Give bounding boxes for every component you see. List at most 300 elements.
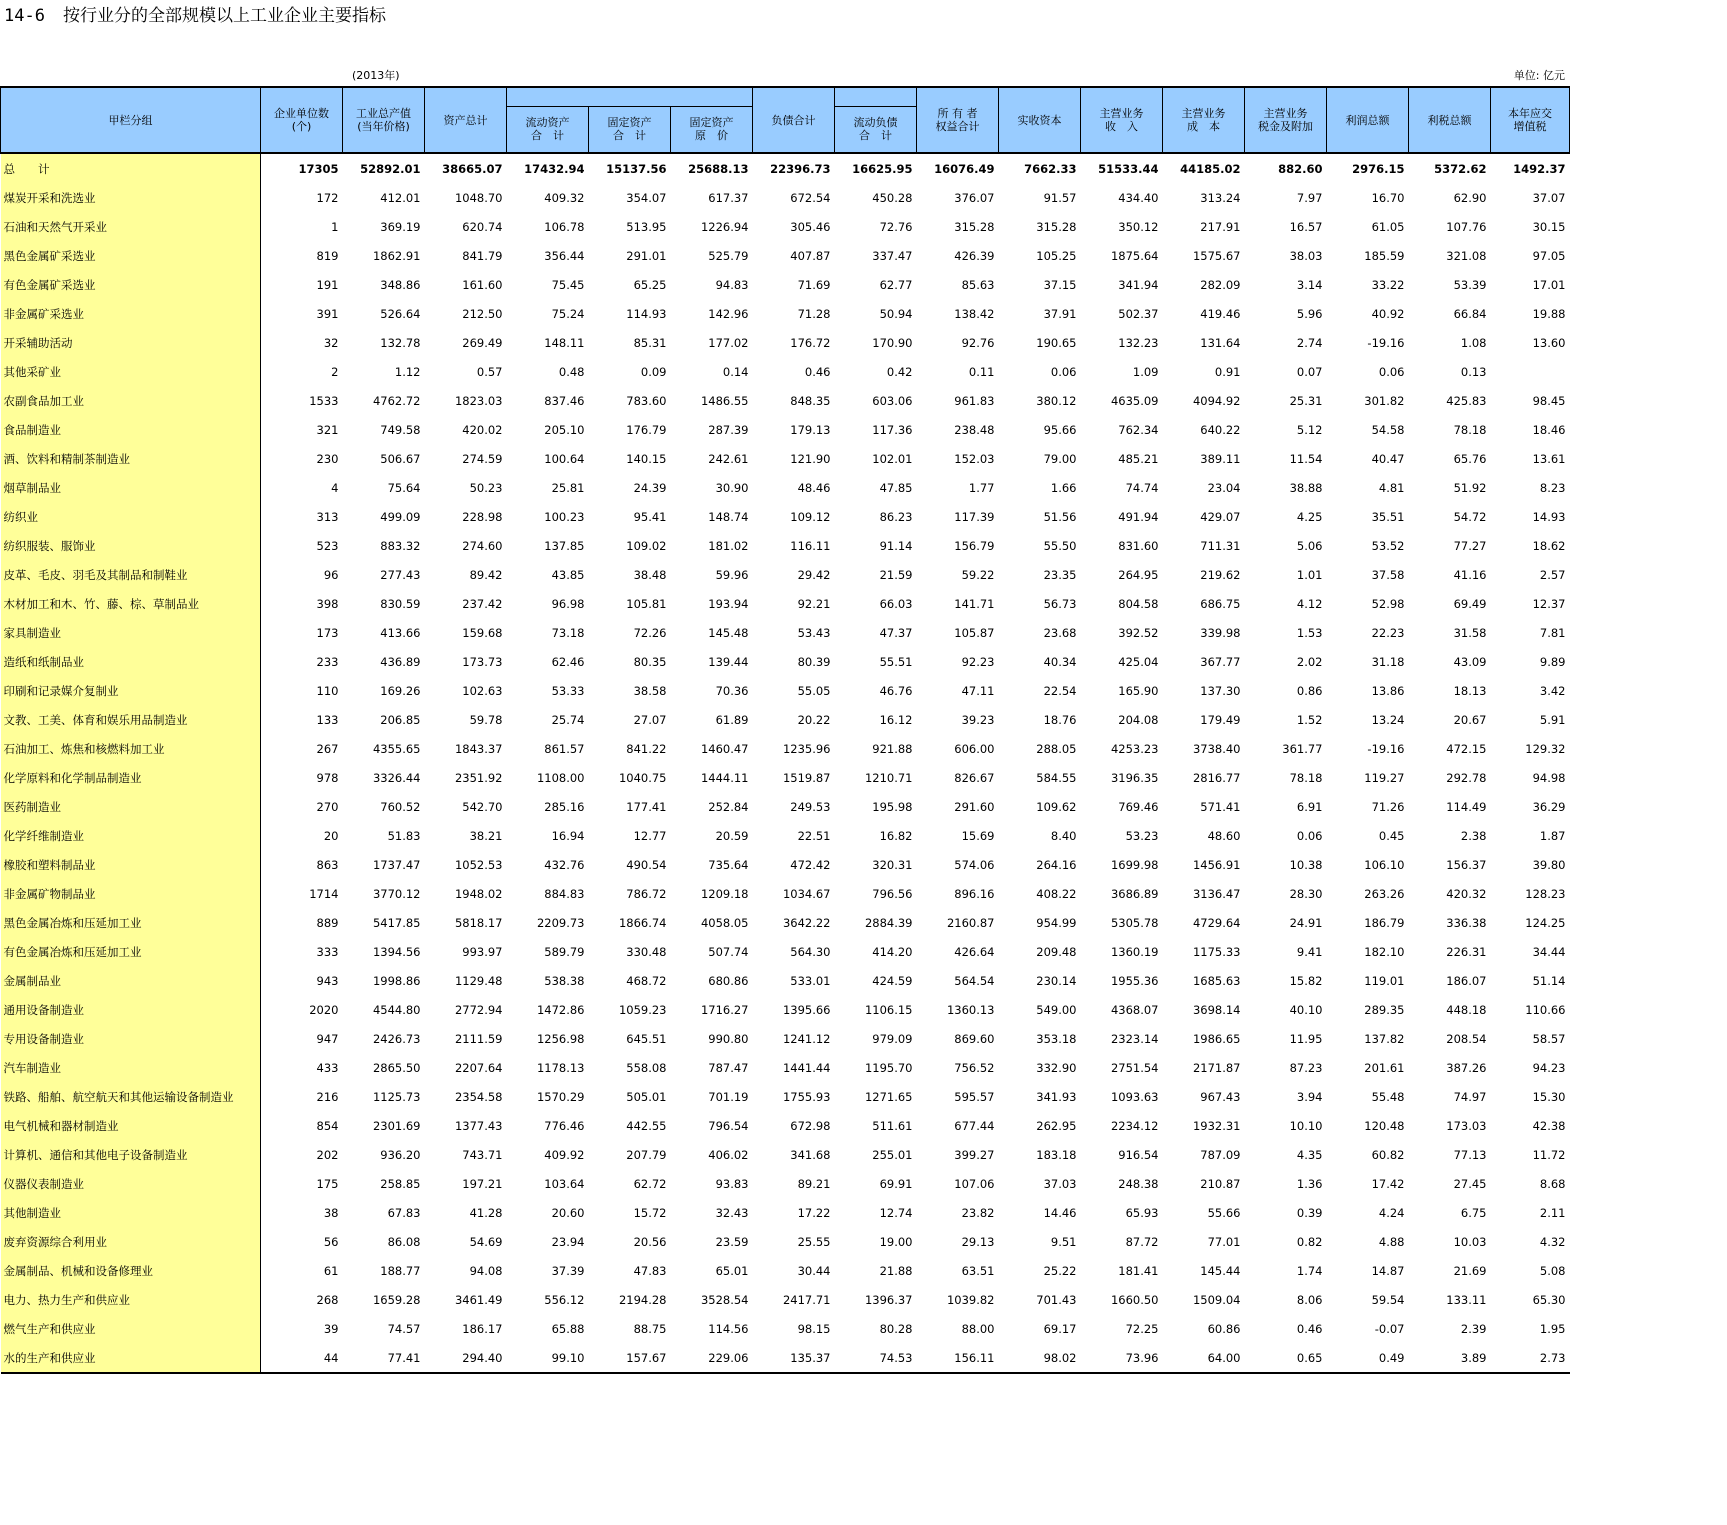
row-value-cell: 291.60 (954, 799, 995, 814)
row-value-cell: 595.57 (954, 1089, 995, 1104)
row-value-cell: 204.08 (1118, 712, 1159, 727)
row-value-cell: 1.66 (1050, 480, 1077, 495)
row-value-cell: 0.07 (1296, 364, 1323, 379)
row-value-cell: 51.14 (1532, 973, 1566, 988)
row-value-cell: 1441.44 (782, 1060, 831, 1075)
row-value-cell: 391 (316, 306, 339, 321)
row-value-cell: 1948.02 (454, 886, 503, 901)
row-value-cell: 205.10 (544, 422, 585, 437)
row-value-cell: 109.12 (790, 509, 831, 524)
row-value-cell: 87.23 (1289, 1060, 1323, 1075)
row-value-cell: 177.41 (626, 799, 667, 814)
row-value-cell: 188.77 (380, 1263, 421, 1278)
header-current-assets: 流动资产 合 计 (507, 106, 589, 153)
row-value-cell: 796.56 (872, 886, 913, 901)
row-value-cell: 85.63 (961, 277, 995, 292)
row-value-cell: 21.88 (879, 1263, 913, 1278)
table-row (1, 270, 1570, 299)
row-value-cell: 4544.80 (372, 1002, 421, 1017)
table-row (1, 1053, 1570, 1082)
row-value-cell: 17.22 (797, 1205, 831, 1220)
row-industry-name: 医药制造业 (1, 792, 261, 821)
row-value-cell: 4355.65 (372, 741, 421, 756)
row-value-cell: 105.25 (1036, 248, 1077, 263)
row-value-cell: 14.46 (1043, 1205, 1077, 1220)
row-value-cell: 861.57 (544, 741, 585, 756)
row-value-cell: 2.02 (1296, 654, 1323, 669)
row-value-cell: 4 (331, 480, 339, 495)
row-industry-name: 橡胶和塑料制品业 (1, 850, 261, 879)
row-value-cell: 332.90 (1036, 1060, 1077, 1075)
row-value-cell: 1271.65 (864, 1089, 913, 1104)
row-value-cell: 95.66 (1043, 422, 1077, 437)
table-row (1, 560, 1570, 589)
row-value-cell: 39.80 (1532, 857, 1566, 872)
row-value-cell: 74.97 (1453, 1089, 1487, 1104)
row-value-cell: 161.60 (462, 277, 503, 292)
row-value-cell: 511.61 (872, 1118, 913, 1133)
row-value-cell: 523 (316, 538, 339, 553)
row-value-cell: 1052.53 (454, 857, 503, 872)
row-value-cell: 25.22 (1043, 1263, 1077, 1278)
row-industry-name: 木材加工和木、竹、藤、棕、草制品业 (1, 589, 261, 618)
row-value-cell: 55.05 (797, 683, 831, 698)
row-value-cell: 37.07 (1532, 190, 1566, 205)
row-value-cell: 4.25 (1296, 509, 1323, 524)
header-gross-output: 工业总产值 (当年价格) (343, 87, 425, 153)
row-value-cell: 3528.54 (700, 1292, 749, 1307)
row-value-cell: 0.11 (968, 364, 995, 379)
row-value-cell: 603.06 (872, 393, 913, 408)
row-value-cell: 24.39 (633, 480, 667, 495)
row-value-cell: 96.98 (551, 596, 585, 611)
row-value-cell: 1241.12 (782, 1031, 831, 1046)
row-value-cell: 4094.92 (1192, 393, 1241, 408)
row-value-cell: 56.73 (1043, 596, 1077, 611)
row-value-cell: 264.16 (1036, 857, 1077, 872)
row-value-cell: 5.08 (1539, 1263, 1566, 1278)
row-value-cell: 680.86 (708, 973, 749, 988)
table-row (1, 1314, 1570, 1343)
table-row (1, 1256, 1570, 1285)
row-value-cell: 80.28 (879, 1321, 913, 1336)
row-industry-name: 黑色金属矿采选业 (1, 241, 261, 270)
row-value-cell: 336.38 (1446, 915, 1487, 930)
row-value-cell: 23.94 (551, 1234, 585, 1249)
row-value-cell: 119.01 (1364, 973, 1405, 988)
row-value-cell: 238.48 (954, 422, 995, 437)
row-value-cell: 201.61 (1364, 1060, 1405, 1075)
row-value-cell: 148.74 (708, 509, 749, 524)
row-value-cell: 59.22 (961, 567, 995, 582)
row-value-cell: 2207.64 (454, 1060, 503, 1075)
row-value-cell: 51.56 (1043, 509, 1077, 524)
row-value-cell: 47.83 (633, 1263, 667, 1278)
row-value-cell: 380.12 (1036, 393, 1077, 408)
row-value-cell: 186.07 (1446, 973, 1487, 988)
row-value-cell: 176.79 (626, 422, 667, 437)
row-value-cell: 51.83 (387, 828, 421, 843)
row-value-cell: 165.90 (1118, 683, 1159, 698)
row-value-cell: 14.93 (1532, 509, 1566, 524)
row-value-cell: -0.07 (1374, 1321, 1405, 1336)
row-value-cell: 0.14 (722, 364, 749, 379)
row-value-cell: 44185.02 (1180, 161, 1241, 176)
row-value-cell: 341.94 (1118, 277, 1159, 292)
row-value-cell: 38 (323, 1205, 339, 1220)
row-value-cell: 4.81 (1378, 480, 1405, 495)
row-value-cell: 1519.87 (782, 770, 831, 785)
table-title: 按行业分的全部规模以上工业企业主要指标 (62, 6, 386, 26)
row-value-cell: 321 (316, 422, 339, 437)
row-value-cell: 507.74 (708, 944, 749, 959)
row-value-cell: 89.42 (469, 567, 503, 582)
row-value-cell: 60.82 (1371, 1147, 1405, 1162)
row-value-cell: 11.54 (1289, 451, 1323, 466)
row-value-cell: 78.18 (1453, 422, 1487, 437)
row-value-cell: 3136.47 (1192, 886, 1241, 901)
row-value-cell: 361.77 (1282, 741, 1323, 756)
row-value-cell: 389.11 (1200, 451, 1241, 466)
row-value-cell: 1226.94 (700, 219, 749, 234)
row-value-cell: 98.02 (999, 1343, 1081, 1373)
row-industry-name: 煤炭开采和洗选业 (1, 183, 261, 212)
row-value-cell: 117.39 (954, 509, 995, 524)
row-value-cell: 436.89 (380, 654, 421, 669)
row-value-cell: 92.21 (797, 596, 831, 611)
row-value-cell: 206.85 (380, 712, 421, 727)
header-enterprise-count: 企业单位数 (个) (261, 87, 343, 153)
row-value-cell: 109.02 (626, 538, 667, 553)
table-row (1, 1343, 1570, 1373)
row-value-cell: 138.42 (954, 306, 995, 321)
row-value-cell: 20.56 (633, 1234, 667, 1249)
row-value-cell: 132.23 (1118, 335, 1159, 350)
row-value-cell: 25.31 (1289, 393, 1323, 408)
row-value-cell: 16625.95 (852, 161, 913, 176)
header-profit-tax: 利税总额 (1409, 87, 1491, 153)
table-row (1, 386, 1570, 415)
row-value-cell: 23.68 (1043, 625, 1077, 640)
row-value-cell: 16076.49 (934, 161, 995, 176)
table-row (1, 241, 1570, 270)
row-value-cell: 18.46 (1532, 422, 1566, 437)
row-value-cell: 8.23 (1539, 480, 1566, 495)
row-value-cell: 1093.63 (1110, 1089, 1159, 1104)
row-industry-name: 有色金属矿采选业 (1, 270, 261, 299)
row-value-cell: 47.85 (879, 480, 913, 495)
row-value-cell: 947 (316, 1031, 339, 1046)
row-value-cell: 1125.73 (372, 1089, 421, 1104)
row-value-cell: 7.81 (1539, 625, 1566, 640)
row-value-cell: 285.16 (544, 799, 585, 814)
row-industry-name: 其他制造业 (1, 1198, 261, 1227)
row-value-cell: 65.88 (551, 1321, 585, 1336)
row-value-cell: 472.15 (1446, 741, 1487, 756)
row-value-cell: 434.40 (1118, 190, 1159, 205)
row-value-cell: 289.35 (1364, 1002, 1405, 1017)
row-value-cell: 66.03 (879, 596, 913, 611)
table-number: 14-6 (4, 6, 45, 26)
row-value-cell: 2816.77 (1192, 770, 1241, 785)
row-value-cell: 1.52 (1296, 712, 1323, 727)
row-value-cell: 117.36 (872, 422, 913, 437)
row-value-cell: 2751.54 (1110, 1060, 1159, 1075)
row-value-cell: 74.53 (835, 1343, 917, 1373)
row-value-cell: 72.25 (1125, 1321, 1159, 1336)
row-value-cell: 98.15 (797, 1321, 831, 1336)
row-value-cell: 954.99 (1036, 915, 1077, 930)
row-value-cell: 564.54 (954, 973, 995, 988)
row-value-cell: 333 (316, 944, 339, 959)
row-value-cell: 50.23 (469, 480, 503, 495)
row-value-cell: 37.58 (1371, 567, 1405, 582)
table-row (1, 357, 1570, 386)
row-value-cell: 425.04 (1118, 654, 1159, 669)
row-value-cell: 169.26 (380, 683, 421, 698)
row-value-cell: 341.68 (790, 1147, 831, 1162)
row-industry-name: 总 计 (1, 153, 261, 183)
row-value-cell: 3.89 (1409, 1343, 1491, 1373)
row-value-cell: 20.67 (1453, 712, 1487, 727)
row-industry-name: 非金属矿物制品业 (1, 879, 261, 908)
row-value-cell: -19.16 (1367, 741, 1405, 756)
row-value-cell: 420.32 (1446, 886, 1487, 901)
row-value-cell: 756.52 (954, 1060, 995, 1075)
row-value-cell: 2976.15 (1352, 161, 1405, 176)
row-value-cell: 20 (323, 828, 339, 843)
row-value-cell: 80.39 (797, 654, 831, 669)
row-value-cell: 25.81 (551, 480, 585, 495)
row-value-cell: 1862.91 (372, 248, 421, 263)
row-value-cell: 1.36 (1296, 1176, 1323, 1191)
row-value-cell: 589.79 (544, 944, 585, 959)
row-value-cell: 0.39 (1296, 1205, 1323, 1220)
row-value-cell: 77.01 (1207, 1234, 1241, 1249)
row-value-cell: 409.92 (544, 1147, 585, 1162)
row-value-cell: 424.59 (872, 973, 913, 988)
row-value-cell: 139.44 (708, 654, 749, 669)
row-value-cell: 43.85 (551, 567, 585, 582)
row-value-cell: 51.92 (1453, 480, 1487, 495)
table-row (1, 966, 1570, 995)
row-value-cell: 1460.47 (700, 741, 749, 756)
row-value-cell: 4635.09 (1110, 393, 1159, 408)
row-value-cell: 776.46 (544, 1118, 585, 1133)
row-value-cell: 819 (316, 248, 339, 263)
row-value-cell: 804.58 (1118, 596, 1159, 611)
row-value-cell: 21.59 (879, 567, 913, 582)
row-value-cell: 62.77 (879, 277, 913, 292)
row-value-cell: 3698.14 (1192, 1002, 1241, 1017)
row-value-cell: 219.62 (1200, 567, 1241, 582)
row-value-cell: 38.48 (633, 567, 667, 582)
row-value-cell: 95.41 (633, 509, 667, 524)
row-value-cell: 0.91 (1214, 364, 1241, 379)
row-value-cell: 41.28 (469, 1205, 503, 1220)
row-value-cell: 854 (316, 1118, 339, 1133)
row-value-cell: 21.69 (1453, 1263, 1487, 1278)
row-value-cell: 19.00 (879, 1234, 913, 1249)
row-value-cell: 4729.64 (1192, 915, 1241, 930)
row-value-cell: 102.01 (872, 451, 913, 466)
row-value-cell: 233 (316, 654, 339, 669)
row-value-cell: 25688.13 (688, 161, 749, 176)
row-value-cell: 606.00 (954, 741, 995, 756)
row-value-cell: 1 (331, 219, 339, 234)
row-value-cell: 2.11 (1539, 1205, 1566, 1220)
row-value-cell: 38.21 (469, 828, 503, 843)
row-value-cell: 53.39 (1453, 277, 1487, 292)
row-value-cell: 442.55 (626, 1118, 667, 1133)
row-value-cell: 88.00 (961, 1321, 995, 1336)
row-value-cell: 255.01 (872, 1147, 913, 1162)
row-value-cell: 129.32 (1525, 741, 1566, 756)
table-row (1, 792, 1570, 821)
row-value-cell: 9.89 (1539, 654, 1566, 669)
row-value-cell: 32.43 (715, 1205, 749, 1220)
row-value-cell: 175 (316, 1176, 339, 1191)
row-value-cell: 66.84 (1453, 306, 1487, 321)
row-value-cell: 156.11 (917, 1343, 999, 1373)
row-value-cell: 69.91 (879, 1176, 913, 1191)
row-value-cell: 3196.35 (1110, 770, 1159, 785)
row-value-cell: 197.21 (462, 1176, 503, 1191)
row-value-cell: 1.95 (1539, 1321, 1566, 1336)
row-value-cell: 8.06 (1296, 1292, 1323, 1307)
row-value-cell: 353.18 (1036, 1031, 1077, 1046)
row-value-cell: 274.59 (462, 451, 503, 466)
row-value-cell (1491, 357, 1570, 386)
row-value-cell: 769.46 (1118, 799, 1159, 814)
row-value-cell: 36.29 (1532, 799, 1566, 814)
unit-label: 单位: 亿元 (1513, 69, 1565, 82)
row-value-cell: 2194.28 (618, 1292, 667, 1307)
row-value-cell: 13.61 (1532, 451, 1566, 466)
row-value-cell: 848.35 (790, 393, 831, 408)
row-value-cell: 23.82 (961, 1205, 995, 1220)
row-value-cell: 1129.48 (454, 973, 503, 988)
row-value-cell: 556.12 (544, 1292, 585, 1307)
row-value-cell: 916.54 (1118, 1147, 1159, 1162)
row-value-cell: 264.95 (1118, 567, 1159, 582)
row-value-cell: 1533 (309, 393, 339, 408)
row-value-cell: 7662.33 (1024, 161, 1077, 176)
row-value-cell: 16.82 (879, 828, 913, 843)
row-value-cell: 93.83 (715, 1176, 749, 1191)
row-value-cell: 0.86 (1296, 683, 1323, 698)
row-value-cell: 2351.92 (454, 770, 503, 785)
row-value-cell: 249.53 (790, 799, 831, 814)
row-value-cell: 1843.37 (454, 741, 503, 756)
row-value-cell: 2354.58 (454, 1089, 503, 1104)
row-value-cell: 15137.56 (606, 161, 667, 176)
row-value-cell: 71.28 (797, 306, 831, 321)
row-value-cell: 12.77 (633, 828, 667, 843)
table-row (1, 183, 1570, 212)
row-value-cell: 2865.50 (372, 1060, 421, 1075)
row-value-cell: 4762.72 (372, 393, 421, 408)
row-value-cell: 15.72 (633, 1205, 667, 1220)
row-value-cell: 282.09 (1200, 277, 1241, 292)
row-value-cell: 542.70 (462, 799, 503, 814)
row-value-cell: 1755.93 (782, 1089, 831, 1104)
table-row (1, 444, 1570, 473)
row-value-cell: 237.42 (462, 596, 503, 611)
row-value-cell: 69.17 (1043, 1321, 1077, 1336)
row-value-cell: 787.47 (708, 1060, 749, 1075)
row-value-cell: 0.65 (1245, 1343, 1327, 1373)
row-value-cell: 4.35 (1296, 1147, 1323, 1162)
row-value-cell: 837.46 (544, 393, 585, 408)
row-industry-name: 铁路、船舶、航空航天和其他运输设备制造业 (1, 1082, 261, 1111)
row-value-cell: 429.07 (1200, 509, 1241, 524)
row-value-cell: 5.91 (1539, 712, 1566, 727)
row-value-cell: 5305.78 (1110, 915, 1159, 930)
row-value-cell: 2.73 (1491, 1343, 1570, 1373)
row-value-cell: 48.60 (1207, 828, 1241, 843)
row-value-cell: 77.41 (343, 1343, 425, 1373)
row-value-cell: 63.51 (961, 1263, 995, 1278)
row-industry-name: 家具制造业 (1, 618, 261, 647)
row-value-cell: 4253.23 (1110, 741, 1159, 756)
row-value-cell: 252.84 (708, 799, 749, 814)
row-value-cell: 72.76 (879, 219, 913, 234)
row-value-cell: 743.71 (462, 1147, 503, 1162)
row-value-cell: 27.07 (633, 712, 667, 727)
table-row (1, 1111, 1570, 1140)
row-value-cell: 1998.86 (372, 973, 421, 988)
row-value-cell: 22.51 (797, 828, 831, 843)
row-value-cell: 48.46 (797, 480, 831, 495)
row-value-cell: 132.78 (380, 335, 421, 350)
row-industry-name: 非金属矿采选业 (1, 299, 261, 328)
row-value-cell: 978 (316, 770, 339, 785)
row-value-cell: 140.15 (626, 451, 667, 466)
row-value-cell: 107.06 (954, 1176, 995, 1191)
row-value-cell: 1048.70 (454, 190, 503, 205)
row-industry-name: 燃气生产和供应业 (1, 1314, 261, 1343)
row-value-cell: 11.95 (1289, 1031, 1323, 1046)
row-value-cell: 131.64 (1200, 335, 1241, 350)
row-value-cell: 59.54 (1371, 1292, 1405, 1307)
row-value-cell: 88.75 (633, 1321, 667, 1336)
row-value-cell: 1.74 (1296, 1263, 1323, 1278)
row-value-cell: 142.96 (708, 306, 749, 321)
row-value-cell: 183.18 (1036, 1147, 1077, 1162)
row-value-cell: 1175.33 (1192, 944, 1241, 959)
row-value-cell: 884.83 (544, 886, 585, 901)
row-value-cell: 3642.22 (782, 915, 831, 930)
row-industry-name: 其他采矿业 (1, 357, 261, 386)
row-value-cell: 1509.04 (1192, 1292, 1241, 1307)
row-value-cell: 558.08 (626, 1060, 667, 1075)
row-value-cell: 5.06 (1296, 538, 1323, 553)
row-value-cell: 30.15 (1532, 219, 1566, 234)
row-value-cell: 921.88 (872, 741, 913, 756)
header-paid-in-capital: 实收资本 (999, 87, 1081, 153)
row-value-cell: 620.74 (462, 219, 503, 234)
row-value-cell: 13.60 (1532, 335, 1566, 350)
header-current-liabilities: 流动负债 合 计 (835, 106, 917, 153)
row-value-cell: 30.44 (797, 1263, 831, 1278)
row-value-cell: 110.66 (1525, 1002, 1566, 1017)
row-value-cell: 448.18 (1446, 1002, 1487, 1017)
row-value-cell: 217.91 (1200, 219, 1241, 234)
row-value-cell: 1955.36 (1110, 973, 1159, 988)
row-value-cell: 1.01 (1296, 567, 1323, 582)
row-value-cell: 1.09 (1132, 364, 1159, 379)
